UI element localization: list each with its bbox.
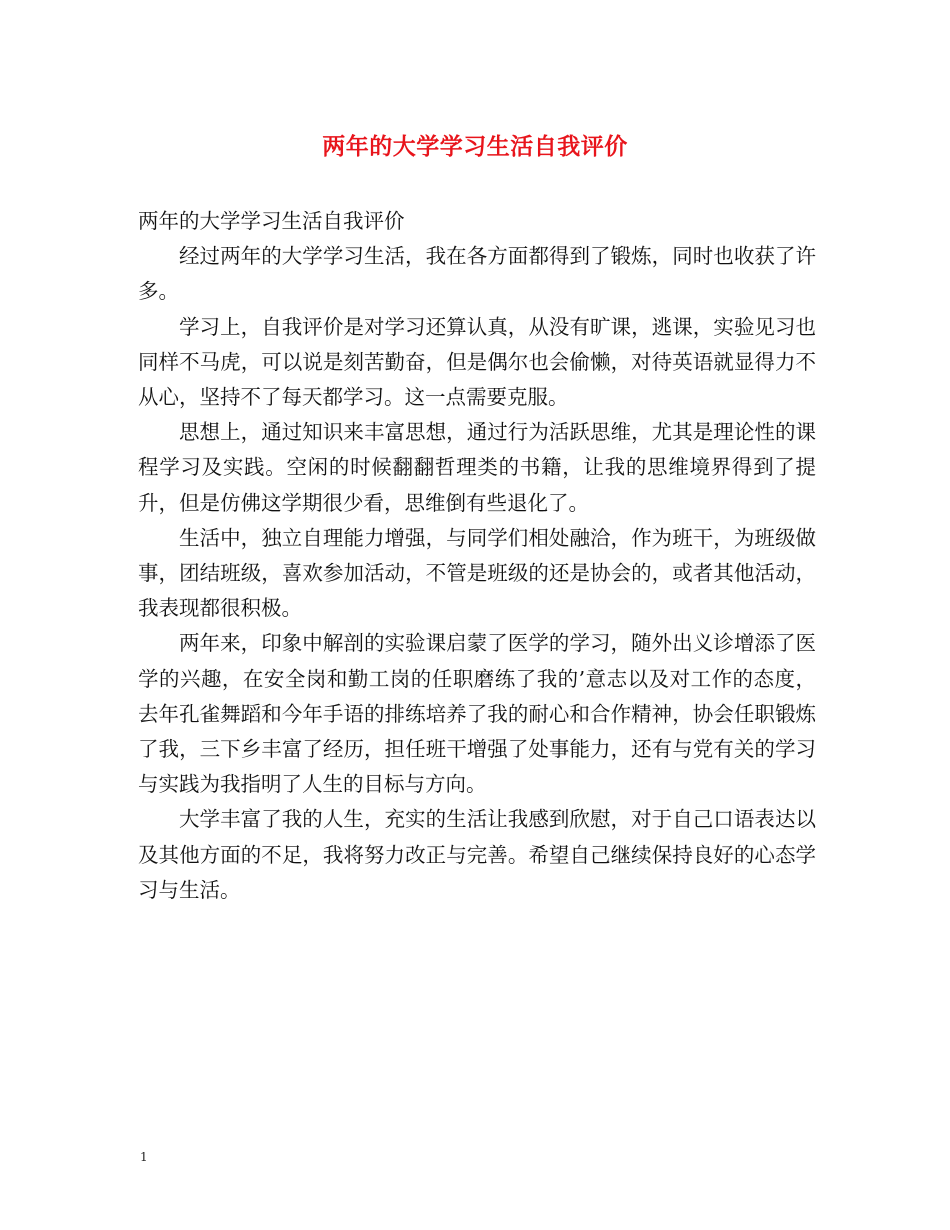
document-subtitle: 两年的大学学习生活自我评价 <box>138 209 405 233</box>
page-number: 1 <box>140 1150 148 1164</box>
paragraph-3: 思想上，通过知识来丰富思想，通过行为活跃思维，尤其是理论性的课程学习及实践。空闲的时候翻翻哲理类的书籍，让我的思维境界得到了提升，但是仿佛这学期很少看，思维倒有些退化了。 <box>138 420 816 515</box>
document-body <box>138 204 816 908</box>
paragraph-1: 经过两年的大学学习生活，我在各方面都得到了锻炼，同时也收获了许多。 <box>138 244 816 304</box>
document-title: 两年的大学学习生活自我评价 <box>322 133 628 160</box>
paragraph-5: 两年来，印象中解剖的实验课启蒙了医学的学习，随外出义诊增添了医学的兴趣，在安全岗和勤工岗的任职磨练了我的’意志以及对工作的态度，去年孔雀舞蹈和今年手语的排练培养了我的耐心和合作精神，协会任职锻炼了我，三下乡丰富了经历，担任班干增强了处事能力，还有与党有关的学习与实践为我指明了人生的目标与方向。 <box>138 631 816 797</box>
paragraph-2: 学习上，自我评价是对学习还算认真，从没有旷课，逃课，实验见习也同样不马虎，可以说是刻苦勤奋，但是偶尔也会偷懒，对待英语就显得力不从心，坚持不了每天都学习。这一点需要克服。 <box>138 314 816 410</box>
paragraph-4: 生活中，独立自理能力增强，与同学们相处融洽，作为班干，为班级做事，团结班级，喜欢参加活动，不管是班级的还是协会的，或者其他活动，我表现都很积极。 <box>138 525 816 621</box>
paragraph-6: 大学丰富了我的人生，充实的生活让我感到欣慰，对于自己口语表达以及其他方面的不足，我将努力改正与完善。希望自己继续保持良好的心态学习与生活。 <box>138 807 816 902</box>
